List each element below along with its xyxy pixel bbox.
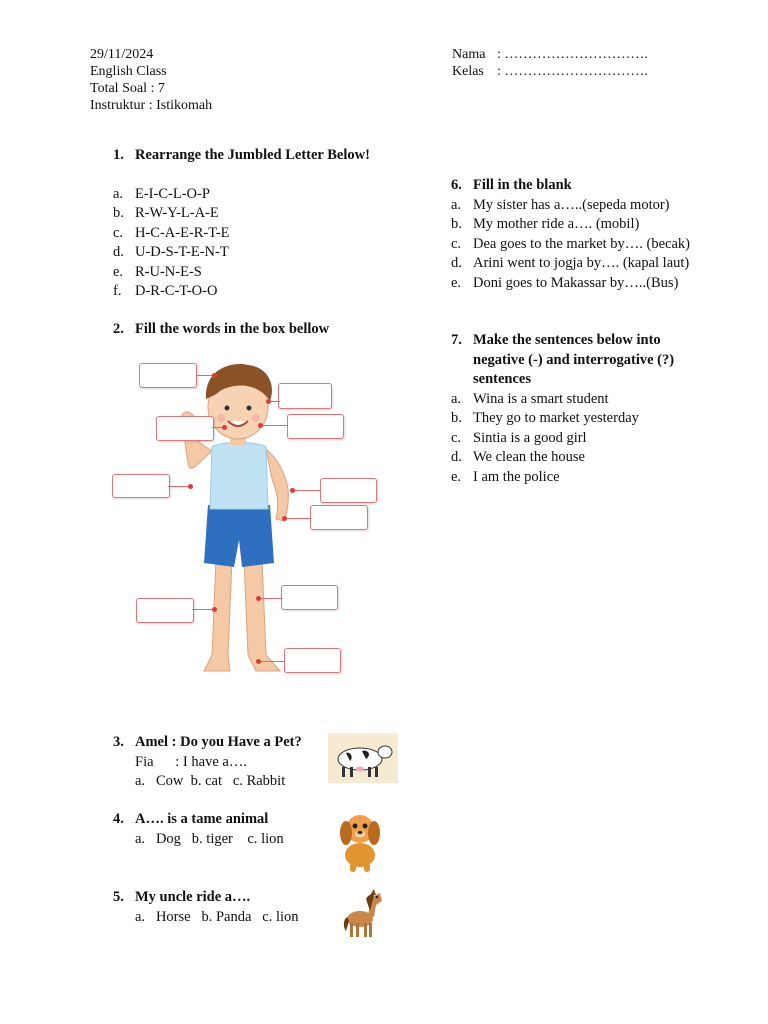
marker-dot xyxy=(188,484,193,489)
q7-number: 7. xyxy=(451,332,462,348)
student-fields xyxy=(452,46,648,80)
q7-title-line-2: negative (-) and interrogative (?) xyxy=(473,351,675,368)
q4-number: 4. xyxy=(113,811,124,827)
q3-options: a. Cow b. cat c. Rabbit xyxy=(135,773,286,789)
marker-dot xyxy=(222,425,227,430)
connector-line xyxy=(168,486,190,487)
connector-line xyxy=(258,598,282,599)
answer-box-elbow[interactable] xyxy=(320,478,377,503)
list-item: b. My mother ride a…. (mobil) xyxy=(451,216,640,232)
q2-title: Fill the words in the box bellow xyxy=(135,321,330,337)
q4-options: a. Dog b. tiger c. lion xyxy=(135,830,284,847)
answer-box-foot[interactable] xyxy=(284,648,341,673)
list-item: e. R-U-N-E-S xyxy=(113,263,202,280)
marker-dot xyxy=(266,399,271,404)
q4-title: A…. is a tame animal xyxy=(135,811,269,827)
cow-icon xyxy=(328,733,398,783)
total-questions-text: Total Soal : 7 xyxy=(90,81,165,96)
list-item: a. Wina is a smart student xyxy=(451,390,609,407)
question-7 xyxy=(451,331,674,487)
list-item: d. We clean the house xyxy=(451,449,585,465)
list-item: f. D-R-C-T-O-O xyxy=(113,283,218,299)
body-parts-illustration xyxy=(108,355,388,685)
marker-dot xyxy=(282,516,287,521)
marker-dot xyxy=(256,659,261,664)
list-item: a. E-I-C-L-O-P xyxy=(113,185,210,202)
q5-options: a. Horse b. Panda c. lion xyxy=(135,908,299,925)
list-item: d. U-D-S-T-E-N-T xyxy=(113,244,229,260)
list-item: c. Sintia is a good girl xyxy=(451,429,587,446)
class-blank[interactable]: : …………………………. xyxy=(497,64,648,79)
q3-number: 3. xyxy=(113,734,124,750)
q6-title: Fill in the blank xyxy=(473,177,572,193)
question-3 xyxy=(113,733,302,792)
list-item: c. Dea goes to the market by…. (becak) xyxy=(451,235,691,252)
answer-box-ear[interactable] xyxy=(278,383,332,409)
answer-box-arm[interactable] xyxy=(310,505,368,530)
list-item: b. R-W-Y-L-A-E xyxy=(113,205,219,221)
connector-line xyxy=(258,661,284,662)
q5-number: 5. xyxy=(113,889,124,905)
date-text: 29/11/2024 xyxy=(90,47,154,62)
list-item: a. My sister has a…..(sepeda motor) xyxy=(451,196,670,213)
answer-box-hair[interactable] xyxy=(139,363,197,388)
connector-line xyxy=(284,518,310,519)
name-blank[interactable]: : …………………………. xyxy=(497,47,648,62)
connector-line xyxy=(192,609,214,610)
answer-box-knee[interactable] xyxy=(281,585,338,610)
marker-dot xyxy=(256,596,261,601)
horse-icon xyxy=(342,885,384,940)
header-info xyxy=(90,46,212,114)
list-item: b. They go to market yesterday xyxy=(451,410,639,426)
name-label: Nama xyxy=(452,47,486,62)
question-5 xyxy=(113,888,299,927)
answer-box-leg[interactable] xyxy=(136,598,194,623)
marker-dot xyxy=(258,423,263,428)
instructor-text: Instruktur : Istikomah xyxy=(90,98,213,113)
question-4 xyxy=(113,810,284,849)
question-6 xyxy=(451,176,690,293)
list-item: c. H-C-A-E-R-T-E xyxy=(113,224,230,241)
question-1 xyxy=(113,146,370,302)
list-item: e. I am the police xyxy=(451,468,560,485)
answer-box-cheek[interactable] xyxy=(287,414,344,439)
q1-title: Rearrange the Jumbled Letter Below! xyxy=(135,147,370,163)
marker-dot xyxy=(212,373,217,378)
q3-title: Amel : Do you Have a Pet? xyxy=(135,734,302,750)
answer-box-eye[interactable] xyxy=(156,416,214,441)
list-item: e. Doni goes to Makassar by…..(Bus) xyxy=(451,274,679,291)
answer-box-hand[interactable] xyxy=(112,474,170,498)
q7-title-line-3: sentences xyxy=(473,371,531,387)
list-item: d. Arini went to jogja by…. (kapal laut) xyxy=(451,255,690,271)
q7-title-line-1: Make the sentences below into xyxy=(473,332,661,348)
q2-number: 2. xyxy=(113,321,124,337)
marker-dot xyxy=(212,607,217,612)
q5-title: My uncle ride a…. xyxy=(135,889,251,905)
q1-number: 1. xyxy=(113,147,124,163)
marker-dot xyxy=(290,488,295,493)
question-2 xyxy=(113,320,329,340)
class-name-text: English Class xyxy=(90,64,167,79)
class-label: Kelas xyxy=(452,64,484,79)
q3-line2: Fia : I have a…. xyxy=(135,753,247,770)
dog-icon xyxy=(334,807,386,873)
q6-number: 6. xyxy=(451,177,462,193)
connector-line xyxy=(212,427,222,428)
